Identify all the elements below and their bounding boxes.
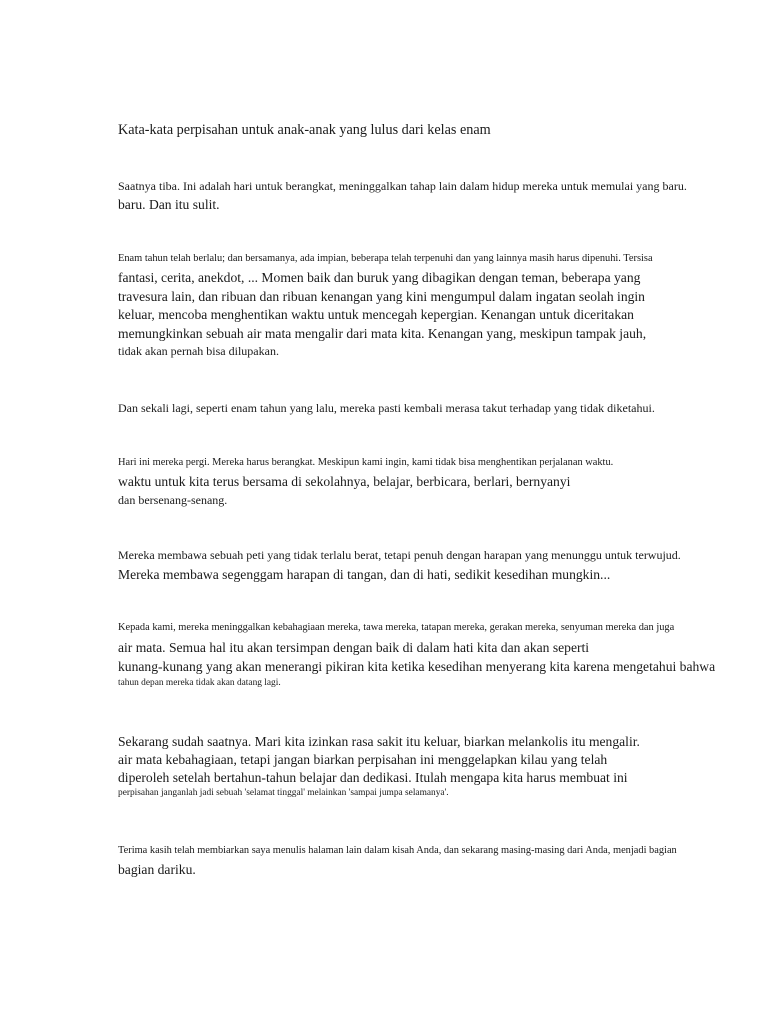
paragraph-5-line-1: Mereka membawa sebuah peti yang tidak terlalu berat, tetapi penuh dengan harapan yang menunggu untuk terwujud. [118,548,681,562]
paragraph-1-line-2: baru. Dan itu sulit. [118,197,220,212]
paragraph-2-line-3: travesura lain, dan ribuan dan ribuan kenangan yang kini mengumpul dalam ingatan seolah ingin [118,289,645,304]
paragraph-7-line-4: perpisahan janganlah jadi sebuah 'selamat tinggal' melainkan 'sampai jumpa selamanya'. [118,788,449,798]
paragraph-7-line-2: air mata kebahagiaan, tetapi jangan biarkan perpisahan ini menggelapkan kilau yang telah [118,752,608,767]
paragraph-5-line-2: Mereka membawa segenggam harapan di tangan, dan di hati, sedikit kesedihan mungkin... [118,567,611,582]
paragraph-6-line-2: air mata. Semua hal itu akan tersimpan dengan baik di dalam hati kita dan akan seperti [118,640,590,655]
paragraph-6-line-4: tahun depan mereka tidak akan datang lagi. [118,678,281,688]
paragraph-3-line-1: Dan sekali lagi, seperti enam tahun yang lalu, mereka pasti kembali merasa takut terhadap yang tidak diketahui. [118,401,655,415]
paragraph-8-line-2: bagian dariku. [118,862,196,877]
paragraph-7-line-1: Sekarang sudah saatnya. Mari kita izinkan rasa sakit itu keluar, biarkan melankolis itu mengalir. [118,734,640,749]
paragraph-2-line-5: memungkinkan sebuah air mata mengalir dari mata kita. Kenangan yang, meskipun tampak jauh, [118,326,647,341]
paragraph-8-line-1: Terima kasih telah membiarkan saya menulis halaman lain dalam kisah Anda, dan sekarang masing-masing dari Anda, menjadi bagian [118,845,677,856]
paragraph-2-line-2: fantasi, cerita, anekdot, ... Momen baik dan buruk yang dibagikan dengan teman, beberapa yang [118,270,641,285]
paragraph-4-line-3: dan bersenang-senang. [118,493,228,507]
document-title: Kata-kata perpisahan untuk anak-anak yang lulus dari kelas enam [118,122,491,138]
paragraph-6-line-3: kunang-kunang yang akan menerangi pikiran kita ketika kesedihan menyerang kita karena mengetahui bahwa [118,659,716,674]
paragraph-4-line-1: Hari ini mereka pergi. Mereka harus berangkat. Meskipun kami ingin, kami tidak bisa menghentikan perjalanan waktu. [118,457,614,468]
paragraph-2-line-4: keluar, mencoba menghentikan waktu untuk mencegah kepergian. Kenangan untuk diceritakan [118,307,634,322]
paragraph-2-line-6: tidak akan pernah bisa dilupakan. [118,344,279,358]
paragraph-6-line-1: Kepada kami, mereka meninggalkan kebahagiaan mereka, tawa mereka, tatapan mereka, gerakan mereka, senyuman mereka dan juga [118,622,675,633]
paragraph-2-line-1: Enam tahun telah berlalu; dan bersamanya, ada impian, beberapa telah terpenuhi dan yang lainnya masih harus dipenuhi. Tersisa [118,253,653,264]
paragraph-4-line-2: waktu untuk kita terus bersama di sekolahnya, belajar, berbicara, berlari, bernyanyi [118,474,571,489]
paragraph-1-line-1: Saatnya tiba. Ini adalah hari untuk berangkat, meninggalkan tahap lain dalam hidup mereka untuk memulai yang baru. [118,179,687,193]
paragraph-7-line-3: diperoleh setelah bertahun-tahun belajar dan dedikasi. Itulah mengapa kita harus membuat ini [118,770,628,785]
